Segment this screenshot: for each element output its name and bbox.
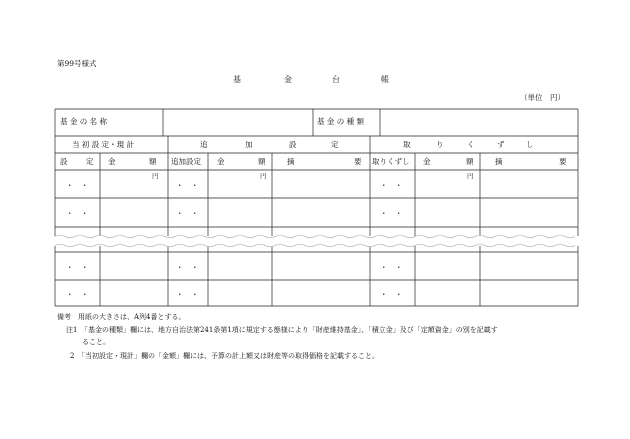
header-char: 追 <box>200 140 208 149</box>
col-summary: 摘 <box>495 157 503 166</box>
date-field[interactable]: ・ ・ <box>66 181 89 190</box>
header-char: く <box>467 140 475 149</box>
date-field[interactable]: ・ ・ <box>176 181 199 190</box>
date-field[interactable]: ・ ・ <box>66 209 89 218</box>
date-field[interactable]: ・ ・ <box>66 263 89 272</box>
col-amount: 金 <box>108 157 116 166</box>
title-char: 基 <box>233 75 241 84</box>
remarks-note-2: 2 「当初設定・現計」欄の「金額」欄には、予算の計上額又は財産等の取得価格を記載すること。 <box>70 352 379 360</box>
col-summary: 摘 <box>287 157 295 166</box>
date-field[interactable]: ・ ・ <box>380 263 403 272</box>
remarks-note-1: 注1 「基金の種類」欄には、地方自治法第241条第1項に規定する態様により「財産維持基金」、「積立金」及び「定額資金」の別を記載す <box>66 326 498 334</box>
unit-label: （単位 円） <box>520 93 565 102</box>
date-field[interactable]: ・ ・ <box>380 290 403 299</box>
header-char: り <box>436 140 444 149</box>
header-char: し <box>526 140 534 149</box>
fund-type-label: 基 金 の 種 類 <box>317 117 365 126</box>
col-amount: 金 <box>217 157 225 166</box>
col-setting: 設 <box>60 157 68 166</box>
col-summary: 要 <box>559 157 567 166</box>
header-char: 設 <box>289 140 297 149</box>
date-field[interactable]: ・ ・ <box>380 209 403 218</box>
col-additional-setting: 追加設定 <box>171 157 201 166</box>
fund-name-label: 基 金 の 名 称 <box>60 117 108 126</box>
date-field[interactable]: ・ ・ <box>66 290 89 299</box>
date-field[interactable]: ・ ・ <box>380 181 403 190</box>
date-field[interactable]: ・ ・ <box>176 290 199 299</box>
col-amount: 額 <box>466 157 474 166</box>
group-initial-header: 当 初 設 定・現 計 <box>72 140 135 149</box>
col-withdrawal: 取りくずし <box>372 157 410 166</box>
header-char: 取 <box>403 140 411 149</box>
col-amount: 額 <box>149 157 157 166</box>
date-field[interactable]: ・ ・ <box>176 209 199 218</box>
header-char: ず <box>497 140 505 149</box>
remarks-note-1-cont: ること。 <box>82 338 110 346</box>
remarks-heading: 備考 用紙の大きさは、A列4番とする。 <box>57 313 186 321</box>
date-field[interactable]: ・ ・ <box>176 263 199 272</box>
col-summary: 要 <box>354 157 362 166</box>
title-char: 台 <box>332 75 340 84</box>
form-number: 第99号様式 <box>57 59 97 68</box>
yen-mark: 円 <box>467 172 474 180</box>
col-setting: 定 <box>86 157 94 166</box>
header-char: 加 <box>245 140 253 149</box>
yen-mark: 円 <box>152 172 159 180</box>
col-amount: 額 <box>258 157 266 166</box>
header-char: 定 <box>331 140 339 149</box>
col-amount: 金 <box>423 157 431 166</box>
title-char: 金 <box>284 75 292 84</box>
yen-mark: 円 <box>260 172 267 180</box>
title-char: 帳 <box>381 75 389 84</box>
